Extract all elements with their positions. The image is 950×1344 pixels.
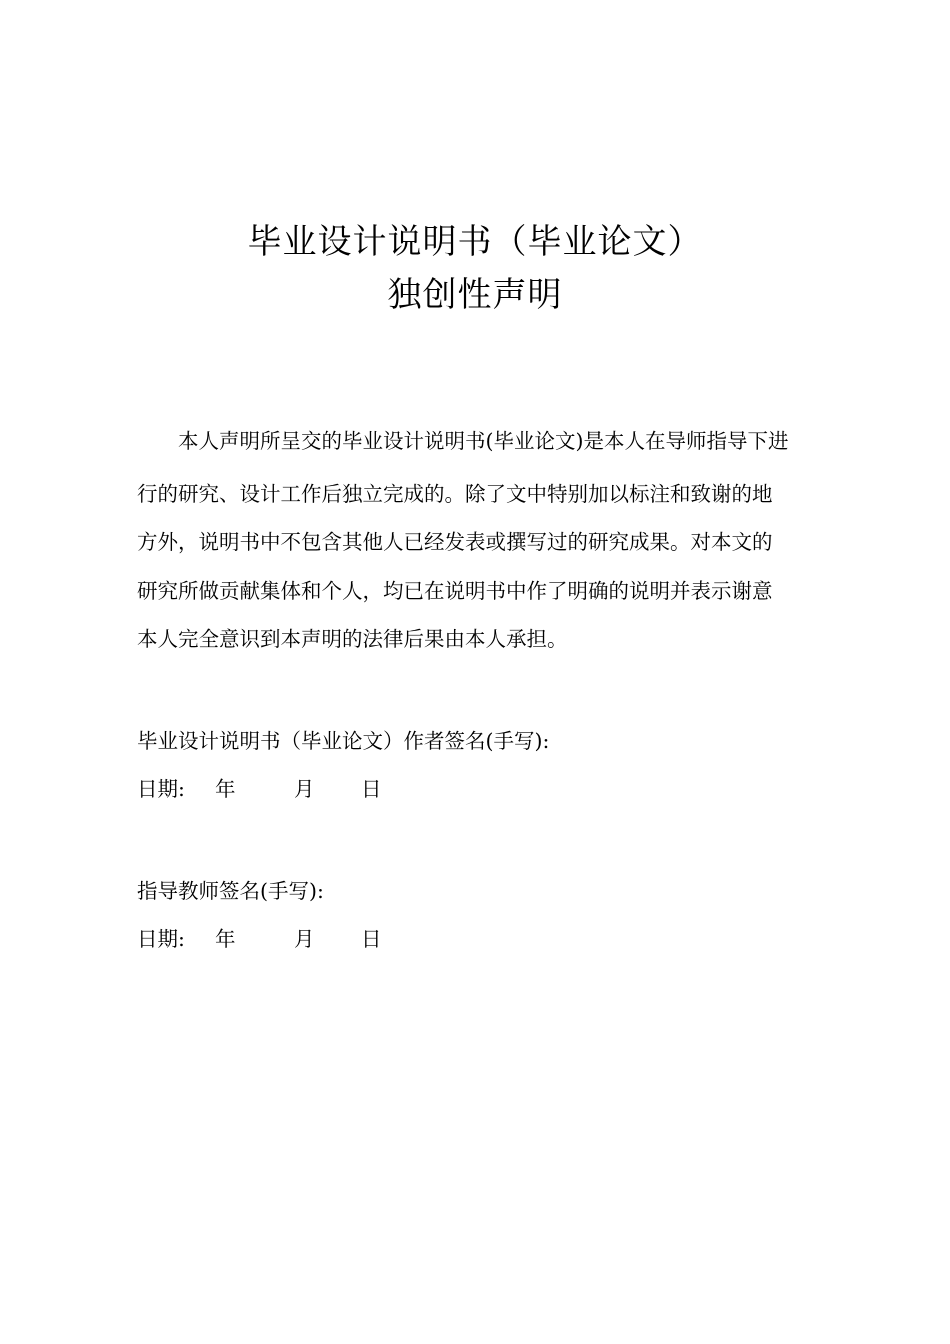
day-label: 日 — [361, 927, 382, 951]
author-signature-label: 毕业设计说明书（毕业论文）作者签名(手写): — [137, 729, 550, 753]
month-label: 月 — [294, 777, 315, 801]
declaration-line: 研究所做贡献集体和个人，均已在说明书中作了明确的说明并表示谢意 — [137, 579, 773, 603]
month-label: 月 — [294, 927, 315, 951]
date-label: 日期: — [137, 777, 185, 801]
declaration-line: 行的研究、设计工作后独立完成的。除了文中特别加以标注和致谢的地 — [137, 482, 773, 506]
year-label: 年 — [215, 927, 236, 951]
declaration-line: 方外，说明书中不包含其他人已经发表或撰写过的研究成果。对本文的 — [137, 530, 773, 554]
year-label: 年 — [215, 777, 236, 801]
advisor-signature-label: 指导教师签名(手写): — [137, 879, 324, 903]
declaration-line: 本人声明所呈交的毕业设计说明书(毕业论文)是本人在导师指导下进 — [178, 429, 789, 453]
day-label: 日 — [361, 777, 382, 801]
document-title: 毕业设计说明书（毕业论文） — [247, 222, 703, 262]
date-label: 日期: — [137, 927, 185, 951]
declaration-line: 本人完全意识到本声明的法律后果由本人承担。 — [137, 627, 568, 651]
document-subtitle: 独创性声明 — [387, 275, 563, 315]
